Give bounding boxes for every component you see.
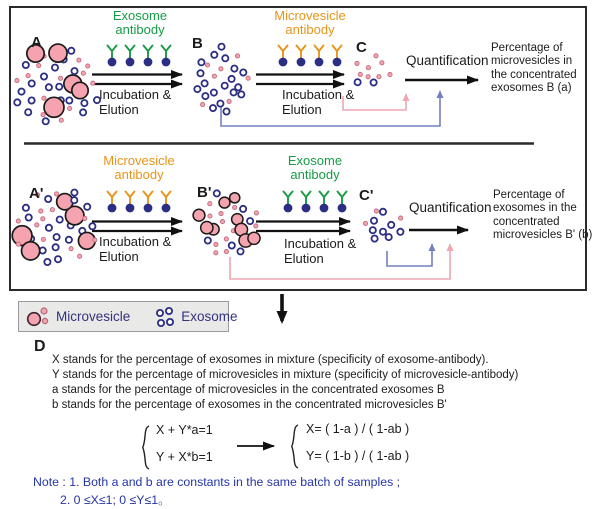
label-A: A <box>31 34 42 51</box>
equation-system-1: X + Y*a=1 <box>156 423 213 437</box>
label-B: B <box>192 35 203 52</box>
legend <box>18 301 238 332</box>
outcome-text-bottom: Percentage of exosomes in the concentrated microvesicles B' (b) <box>493 189 593 242</box>
brace-right <box>292 425 298 468</box>
legend-item-microvesicle <box>25 304 130 330</box>
definition-a: a stands for the percentage of microvesicles in the concentrated exosomes B <box>52 384 445 396</box>
feedback-path-blue-bottom <box>387 244 432 266</box>
definition-x: X stands for the percentage of exosomes in mixture (specificity of exosome-antibody). <box>52 354 489 366</box>
microvesicle-antibody-label-bottom: Microvesicle antibody <box>103 153 175 183</box>
definition-b: b stands for the percentage of exosomes in the concentrated microvesicles B' <box>52 399 447 411</box>
note-line-2: 2. 0 ≤X≤1; 0 ≤Y≤1。 <box>60 493 171 507</box>
legend-label-exosome: Exosome <box>181 309 238 324</box>
cluster-a <box>14 44 100 124</box>
quantification-label-top: Quantification <box>406 53 489 68</box>
exosome-antibody-icons-bottom <box>284 192 347 213</box>
label-C-prime: C' <box>359 187 374 204</box>
incubation-elution-text: Incubation & Elution <box>99 87 172 118</box>
equation-solution-2: Y= ( 1-b ) / ( 1-ab ) <box>306 449 410 463</box>
label-A-prime: A' <box>29 185 44 202</box>
label-B-prime: B' <box>197 184 212 201</box>
legend-label-microvesicle: Microvesicle <box>56 309 131 324</box>
definitions-block <box>52 353 518 413</box>
label-D: D <box>34 338 46 355</box>
microvesicle-antibody-label-top: Microvesicle antibody <box>274 8 346 38</box>
exosome-antibody-label-top: Exosome antibody <box>112 8 168 38</box>
brace-left <box>143 426 149 469</box>
exosome-antibody-icons-top <box>108 46 171 67</box>
microvesicle-icon <box>25 304 51 330</box>
exosome-icon <box>154 304 176 330</box>
definition-y: Y stands for the percentage of microvesicles in mixture (specificity of microvesicle-antibody) <box>52 369 519 381</box>
label-C: C <box>356 39 367 56</box>
incubation-elution-text: Incubation & Elution <box>284 236 357 267</box>
quantification-label-bottom: Quantification <box>409 200 492 215</box>
microvesicle-antibody-icons-top <box>279 46 342 67</box>
cluster-c <box>355 54 393 86</box>
cluster-b <box>194 44 250 115</box>
exosome-antibody-label-bottom: Exosome antibody <box>287 153 343 183</box>
note-line-1: Note : 1. Both a and b are constants in the same batch of samples ; <box>33 475 401 489</box>
incubation-elution-text: Incubation & Elution <box>282 87 355 118</box>
legend-item-exosome <box>154 304 237 330</box>
equation-solution-1: X= ( 1-a ) / ( 1-ab ) <box>306 422 410 436</box>
incubation-elution-text: Incubation & Elution <box>99 234 172 265</box>
equation-system-2: Y + X*b=1 <box>156 450 213 464</box>
cluster-a-prime <box>12 190 97 266</box>
microvesicle-antibody-icons-bottom <box>108 192 171 213</box>
outcome-text-top: Percentage of microvesicles in the concentrated exosomes B (a) <box>491 42 577 95</box>
